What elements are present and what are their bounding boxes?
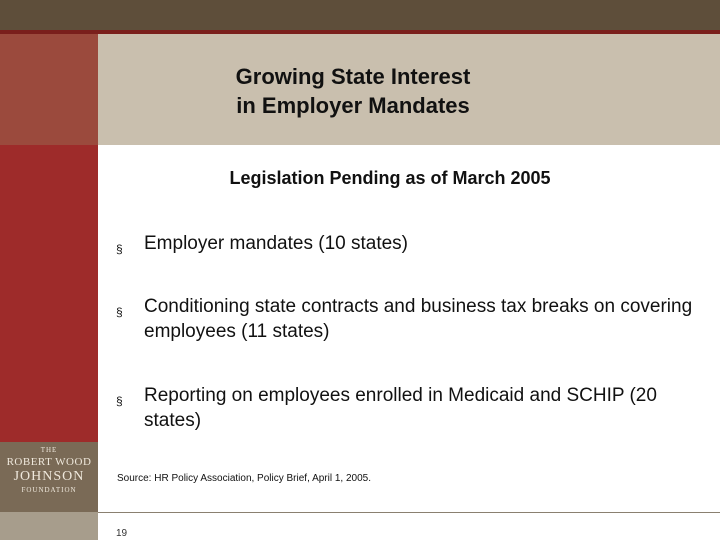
slide-subtitle: Legislation Pending as of March 2005 xyxy=(229,168,551,188)
sidebar-foot-block xyxy=(0,512,98,540)
bullet-marker: § xyxy=(116,305,123,319)
bullet-text: Reporting on employees enrolled in Medicaid and SCHIP (20 states) xyxy=(144,385,657,431)
bullet-marker: § xyxy=(116,242,123,256)
footer-divider xyxy=(98,512,720,513)
bullet-text: Conditioning state contracts and business tax breaks on covering employees (11 states) xyxy=(144,296,693,342)
bullet-item xyxy=(116,294,696,344)
bullet-text: Employer mandates (10 states) xyxy=(144,233,409,254)
logo-line-johnson: JOHNSON xyxy=(13,469,85,484)
page-number: 19 xyxy=(116,528,128,539)
sidebar-red-block xyxy=(0,145,98,442)
slide-title-line-2: in Employer Mandates xyxy=(236,93,470,118)
logo-line-robert-wood: ROBERT WOOD xyxy=(6,456,92,468)
source-citation: Source: HR Policy Association, Policy Brief, April 1, 2005. xyxy=(117,473,372,484)
logo-line-foundation: FOUNDATION xyxy=(21,486,77,494)
foundation-logo xyxy=(4,446,94,495)
bullet-marker: § xyxy=(116,394,123,408)
bullet-item xyxy=(116,231,696,256)
top-bar xyxy=(0,0,720,30)
bullet-item xyxy=(116,383,696,433)
sidebar-top-block xyxy=(0,34,98,145)
slide-title-line-1: Growing State Interest xyxy=(235,64,471,89)
logo-line-the: THE xyxy=(40,446,58,454)
slide-title xyxy=(98,62,608,120)
